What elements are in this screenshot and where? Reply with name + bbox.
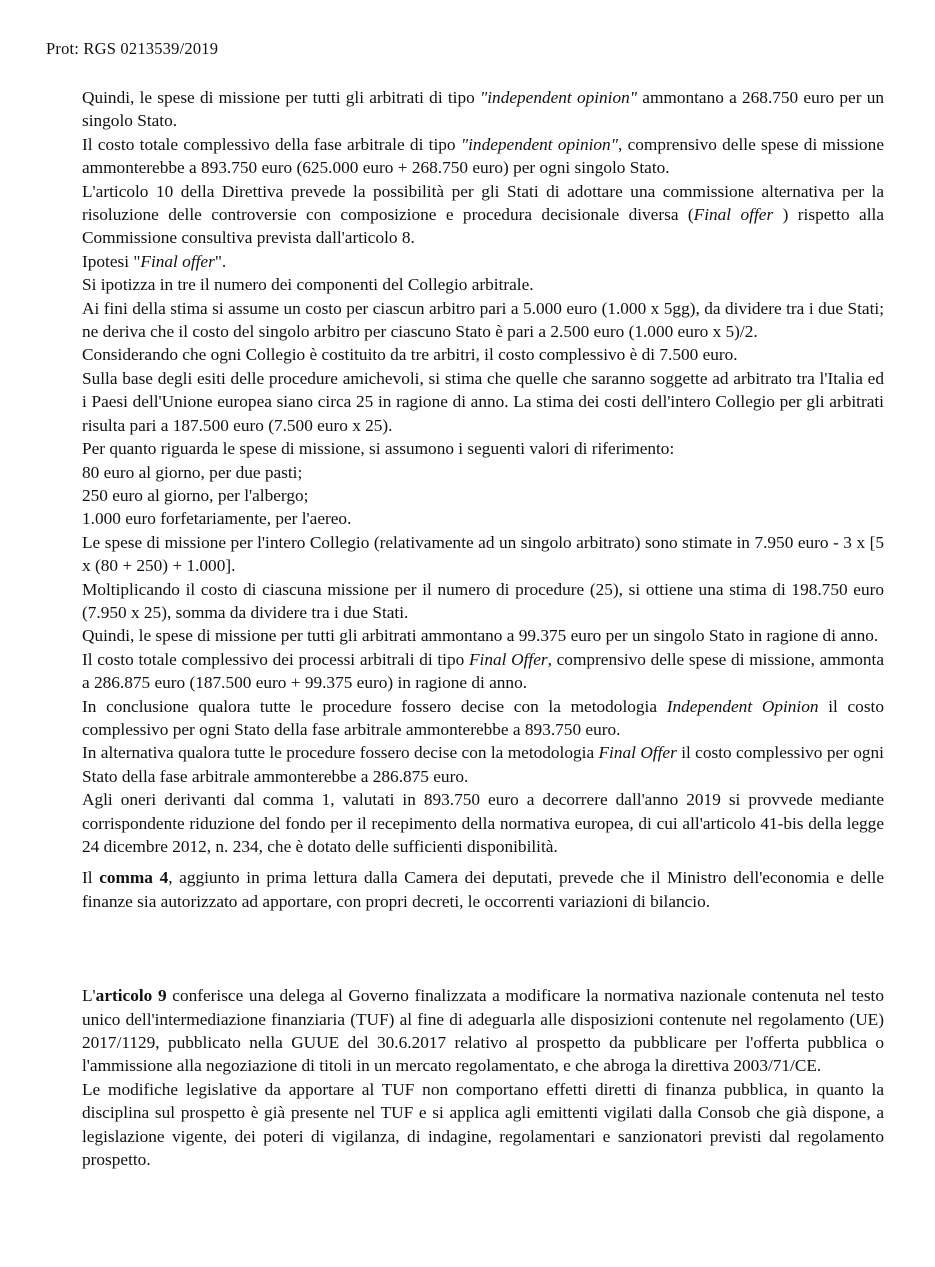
italic-text: Final Offer	[468, 649, 548, 669]
text-segment: L'articolo 10 della Direttiva prevede la possibilità per gli Stati di adottare una commissione alternativa per la risoluzione delle controversie con composizione e procedura decisionale diversa (	[82, 181, 884, 225]
text-segment	[153, 868, 160, 887]
bold-text: 4	[159, 868, 169, 888]
paragraph	[82, 695, 884, 742]
text-segment: In alternativa qualora tutte le procedure fossero decise con la metodologia	[82, 743, 599, 763]
text-segment: , aggiunto in prima lettura dalla Camera dei deputati, prevede che il Ministro dell'economia e delle finanze sia autorizzato ad apportare, con propri decreti, le occorrenti variazioni di bilancio.	[82, 868, 884, 911]
paragraph	[82, 788, 884, 858]
paragraph	[82, 648, 884, 695]
text-segment: , comprensivo delle spese di missione, ammonta a 286.875 euro (187.500 euro + 99.375 euro) in ragione di anno.	[82, 649, 884, 693]
text-segment: L'	[82, 986, 96, 1006]
italic-text: Independent Opinion	[666, 696, 819, 716]
text-segment: Le spese di missione per l'intero Collegio (relativamente ad un singolo arbitrato) sono stimate in 7.950 euro - 3 x [5 x (80 + 250) + 1.000].	[82, 532, 884, 576]
bold-text: articolo 9	[95, 986, 167, 1006]
text-segment: ammontano a 268.750 euro per un singolo Stato.	[82, 88, 884, 131]
paragraph	[82, 367, 884, 437]
paragraph	[82, 437, 884, 460]
text-segment: Per quanto riguarda le spese di missione, si assumono i seguenti valori di riferimento:	[82, 439, 675, 459]
italic-text: "independent opinion"	[480, 88, 638, 107]
text-segment: Sulla base degli esiti delle procedure amichevoli, si stima che quelle che saranno soggette ad arbitrato tra l'Italia ed i Paesi dell'Unione europea siano circa 25 in ragione di anno. La stima dei costi dell'intero Collegio per gli arbitrati risulta pari a 187.500 euro (7.500 euro x 25).	[82, 368, 884, 435]
paragraph	[82, 297, 884, 344]
text-segment: , comprensivo delle spese di missione ammonterebbe a 893.750 euro (625.000 euro + 268.750 euro) per ogni singolo Stato.	[82, 134, 884, 178]
italic-text: "independent opinion"	[460, 134, 618, 154]
text-segment: il costo complessivo per ogni Stato della fase arbitrale ammonterebbe a 893.750 euro.	[82, 696, 884, 739]
text-segment: Il costo totale complessivo dei processi arbitrali di tipo	[82, 649, 469, 669]
italic-text: Final Offer	[598, 743, 677, 763]
paragraph	[82, 461, 884, 484]
italic-text: Final offer	[693, 205, 774, 225]
text-segment: 250 euro al giorno, per l'albergo;	[82, 485, 309, 505]
text-segment: Agli oneri derivanti dal comma 1, valutati in 893.750 euro a decorrere dall'anno 2019 si provvede mediante corrispondente riduzione del fondo per il recepimento della normativa europea, di cui all'articolo 41-bis della legge 24 dicembre 2012, n. 234, che è dotato delle sufficienti disponibilità.	[82, 790, 884, 856]
paragraph	[82, 180, 884, 250]
paragraph	[82, 507, 884, 530]
text-segment: Le modifiche legislative da apportare al TUF non comportano effetti diretti di finanza pubblica, in quanto la disciplina sul prospetto è già presente nel TUF e si applica agli emittenti vigilati dalla Consob che già dispone, a legislazione vigente, dei poteri di vigilanza, di indagine, regolamentari e sanzionatori previsti dal regolamento prospetto.	[82, 1079, 884, 1170]
paragraph	[82, 866, 884, 913]
text-segment: 80 euro al giorno, per due pasti;	[82, 462, 303, 482]
text-segment: ) rispetto alla Commissione consultiva prevista dall'articolo 8.	[82, 205, 884, 248]
paragraph	[82, 273, 884, 296]
text-segment: Moltiplicando il costo di ciascuna missione per il numero di procedure (25), si ottiene una stima di 198.750 euro (7.950 x 25), somma da dividere tra i due Stati.	[82, 579, 884, 622]
text-segment: Quindi, le spese di missione per tutti gli arbitrati ammontano a 99.375 euro per un singolo Stato in ragione di anno.	[82, 626, 879, 646]
paragraph	[82, 1078, 884, 1172]
paragraph	[82, 984, 884, 1078]
paragraph	[82, 133, 884, 180]
text-segment: Ai fini della stima si assume un costo per ciascun arbitro pari a 5.000 euro (1.000 x 5gg), da dividere tra i due Stati; ne deriva che il costo del singolo arbitro per ciascuno Stato è pari a 2.500 euro (1.000 euro x 5)/2.	[82, 298, 884, 342]
paragraph	[82, 250, 884, 273]
text-segment: conferisce una delega al Governo finalizzata a modificare la normativa nazionale contenuta nel testo unico dell'intermediazione finanziaria (TUF) al fine di adeguarla alle disposizioni contenute nel regolamento (UE) 2017/1129, pubblicato nella GUUE del 30.6.2017 relativo al prospetto da pubblicare per l'offerta pubblica o l'ammissione alla negoziazione di titoli in un mercato regolamentato, e che abroga la direttiva 2003/71/CE.	[82, 986, 884, 1076]
protocol-number: Prot: RGS 0213539/2019	[46, 39, 219, 58]
paragraph	[82, 484, 884, 507]
text-segment: In conclusione qualora tutte le procedure fossero decise con la metodologia	[82, 696, 667, 716]
text-segment: il costo complessivo per ogni Stato della fase arbitrale ammonterebbe a 286.875 euro.	[82, 743, 884, 786]
paragraph	[82, 86, 884, 133]
text-segment: ".	[214, 251, 227, 271]
bold-text: comma	[99, 868, 153, 888]
paragraph	[82, 624, 884, 647]
text-segment: Ipotesi "	[82, 251, 141, 271]
paragraph	[82, 741, 884, 788]
text-segment: 1.000 euro forfetariamente, per l'aereo.	[82, 509, 352, 529]
text-segment: Considerando che ogni Collegio è costituito da tre arbitri, il costo complessivo è di 7.500 euro.	[82, 345, 738, 365]
document-body	[82, 86, 884, 1171]
text-segment: Il costo totale complessivo della fase arbitrale di tipo	[82, 134, 461, 154]
paragraph	[82, 531, 884, 578]
italic-text: Final offer	[140, 251, 215, 271]
text-segment: Si ipotizza in tre il numero dei componenti del Collegio arbitrale.	[82, 275, 534, 295]
paragraph	[82, 343, 884, 366]
text-segment: Il	[82, 868, 100, 888]
paragraph	[82, 578, 884, 625]
text-segment: Quindi, le spese di missione per tutti gli arbitrati di tipo	[82, 88, 480, 107]
